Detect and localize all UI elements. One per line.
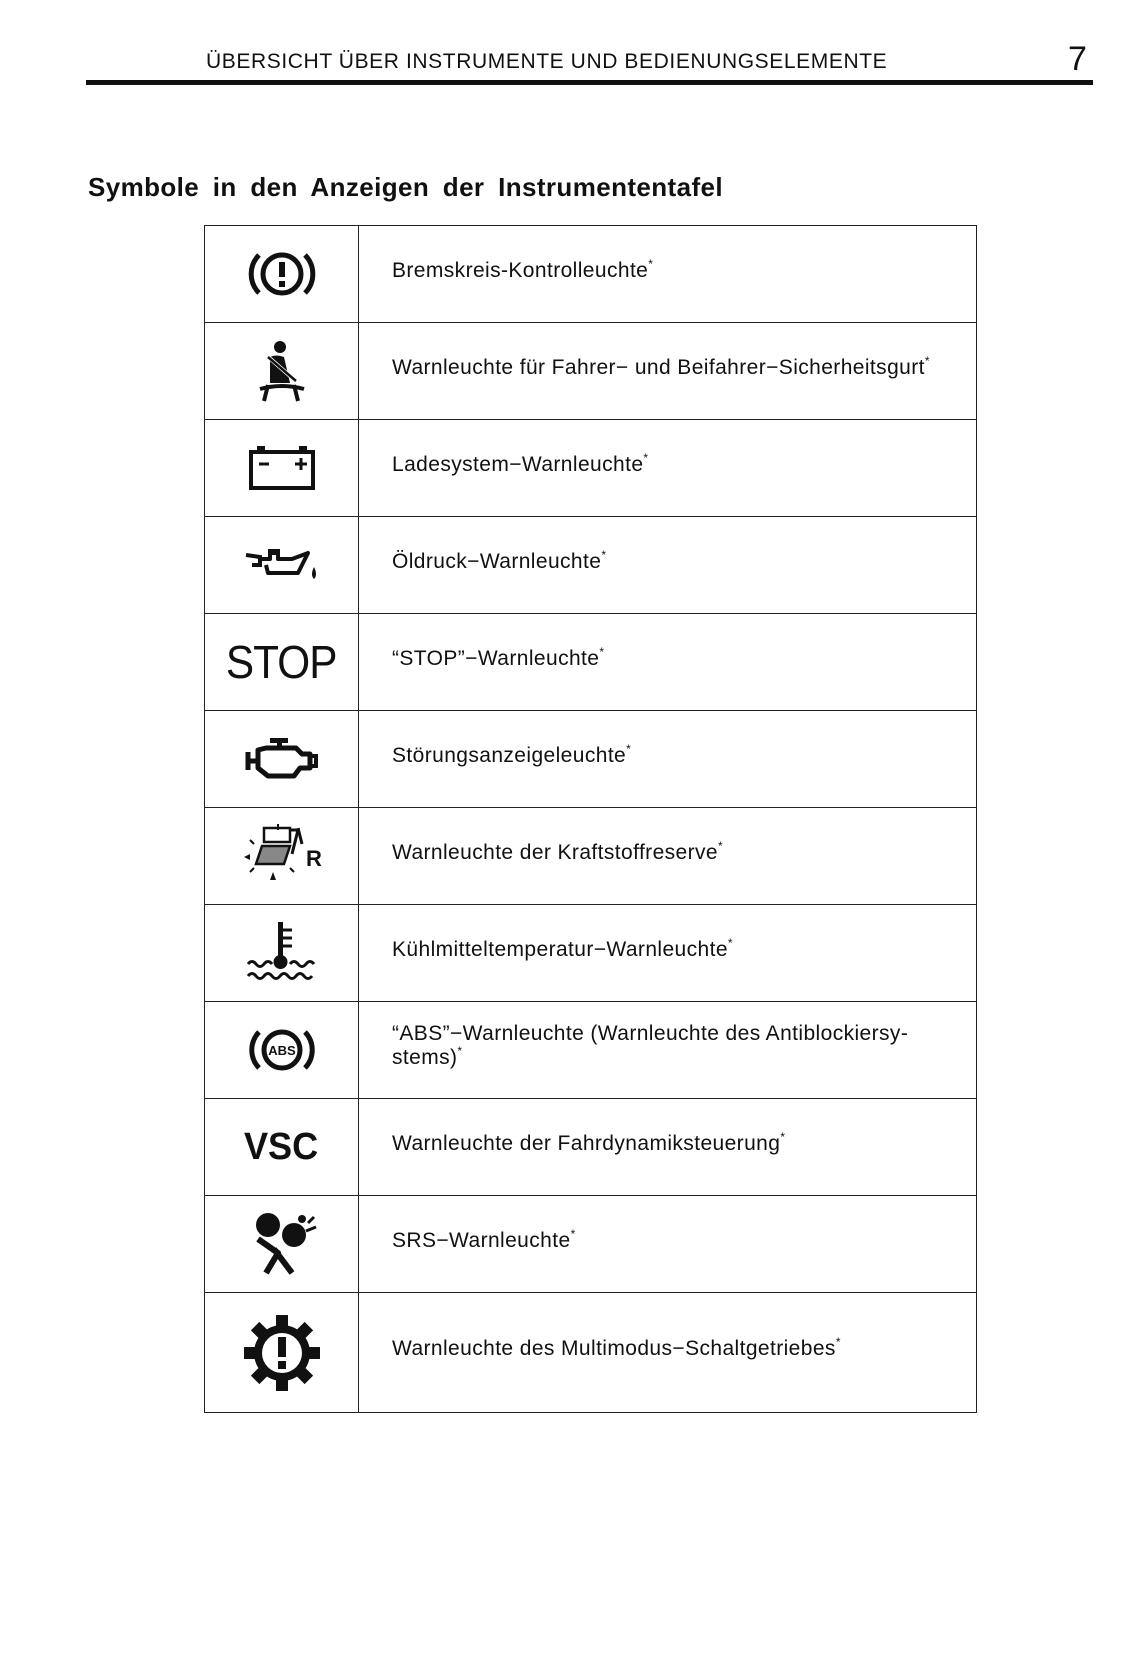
running-header: ÜBERSICHT ÜBER INSTRUMENTE UND BEDIENUNGSELEMENTE [206, 50, 888, 73]
icon-cell [205, 323, 359, 420]
label-cell [359, 711, 977, 808]
vsc-icon: VSC [244, 1125, 319, 1168]
coolant-temperature-icon [244, 920, 320, 986]
table-row [205, 517, 977, 614]
footnote-mark: * [835, 1335, 841, 1349]
footnote-mark: * [457, 1044, 463, 1058]
table-row [205, 226, 977, 323]
symbol-table [204, 225, 977, 1413]
srs-airbag-icon [244, 1211, 320, 1277]
icon-cell [205, 1293, 359, 1413]
footnote-mark: * [570, 1226, 576, 1241]
table-row [205, 1002, 977, 1099]
footnote-mark: * [727, 935, 733, 950]
icon-cell [205, 808, 359, 905]
footnote-mark: * [599, 644, 605, 659]
footnote-mark: * [924, 353, 930, 368]
label-cell [359, 1099, 977, 1196]
row-label: Kühlmitteltemperatur−Warnleuchte [392, 937, 728, 961]
table-row [205, 711, 977, 808]
label-cell [359, 226, 977, 323]
row-label: Warnleuchte der Fahrdynamiksteuerung [392, 1131, 781, 1155]
icon-cell [205, 1002, 359, 1099]
row-label-continuation: stems) [392, 1046, 458, 1069]
row-label: SRS−Warnleuchte [392, 1228, 571, 1252]
abs-icon [247, 1024, 317, 1076]
footnote-mark: * [718, 838, 724, 853]
row-label: “STOP”−Warnleuchte [392, 646, 600, 670]
label-cell [359, 1196, 977, 1293]
icon-cell [205, 1196, 359, 1293]
battery-icon [247, 444, 317, 492]
abs-letters: ABS [267, 1043, 296, 1058]
multimode-transmission-icon [242, 1313, 322, 1393]
row-label: “ABS”−Warnleuchte (Warnleuchte des Antiblockiersy- [392, 1022, 909, 1045]
page-number: 7 [1068, 40, 1087, 78]
fuel-reserve-icon [240, 824, 324, 888]
row-label: Warnleuchte der Kraftstoffreserve [392, 840, 719, 864]
row-label: Warnleuchte für Fahrer− und Beifahrer−Sicherheitsgurt [392, 355, 925, 379]
label-cell [359, 323, 977, 420]
label-cell [359, 808, 977, 905]
table-row [205, 808, 977, 905]
icon-cell [205, 614, 359, 711]
icon-cell [205, 226, 359, 323]
icon-cell [205, 420, 359, 517]
table-row [205, 614, 977, 711]
label-cell [359, 1002, 977, 1099]
icon-cell [205, 905, 359, 1002]
icon-cell [205, 1099, 359, 1196]
icon-cell [205, 711, 359, 808]
table-row [205, 420, 977, 517]
footnote-mark: * [601, 547, 607, 562]
label-cell [359, 420, 977, 517]
fuel-reserve-letter: R [305, 846, 322, 871]
footnote-mark: * [626, 741, 632, 756]
table-row [205, 905, 977, 1002]
label-cell [359, 517, 977, 614]
engine-icon [244, 734, 320, 784]
row-label: Öldruck−Warnleuchte [392, 549, 602, 573]
table-row [205, 1293, 977, 1413]
row-label: Ladesystem−Warnleuchte [392, 452, 644, 476]
row-label: Störungsanzeigeleuchte [392, 743, 627, 767]
label-cell [359, 614, 977, 711]
table-row [205, 1196, 977, 1293]
row-label: Bremskreis-Kontrolleuchte [392, 258, 649, 282]
footnote-mark: * [643, 450, 649, 465]
table-row [205, 323, 977, 420]
oil-pressure-icon [242, 545, 322, 585]
icon-cell [205, 517, 359, 614]
row-label: Warnleuchte des Multimodus−Schaltgetriebes [392, 1337, 836, 1360]
brake-warning-icon [247, 246, 317, 302]
label-cell [359, 905, 977, 1002]
footnote-mark: * [648, 256, 654, 271]
section-title: Symbole in den Anzeigen der Instrumententafel [88, 172, 724, 202]
stop-icon: STOP [226, 636, 337, 688]
footnote-mark: * [780, 1129, 786, 1144]
table-row [205, 1099, 977, 1196]
label-cell [359, 1293, 977, 1413]
header-rule [86, 80, 1093, 85]
seatbelt-icon [252, 339, 312, 403]
